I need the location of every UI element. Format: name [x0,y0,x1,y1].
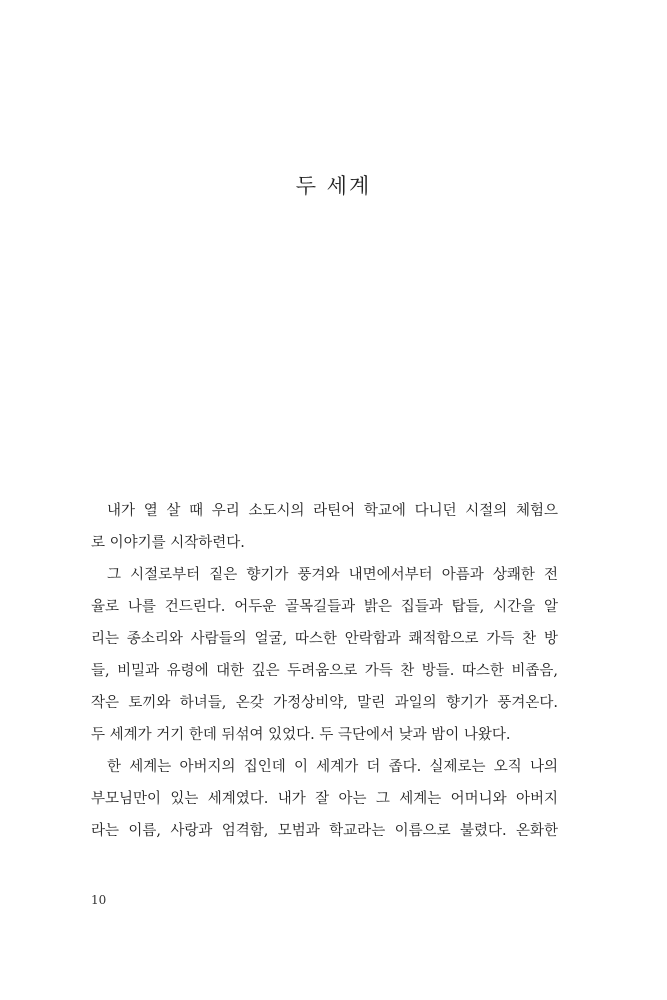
paragraph-2-line-3: 리는 종소리와 사람들의 얼굴, 따스한 안락함과 쾌적함으로 가득 찬 방 [91,631,558,647]
paragraph-2-line-6: 두 세계가 거기 한데 뒤섞여 있었다. 두 극단에서 낮과 밤이 나왔다. [91,727,511,743]
paragraph-1-line-2: 로 이야기를 시작하련다. [91,535,245,551]
body-text [91,495,558,847]
page-number: 10 [91,893,107,907]
paragraph-3-line-3: 라는 이름, 사랑과 엄격함, 모범과 학교라는 이름으로 불렸다. 온화한 [91,823,558,839]
chapter-title: 두 세계 [295,174,372,198]
paragraph-2-line-5: 작은 토끼와 하녀들, 온갖 가정상비약, 말린 과일의 향기가 풍겨온다. [91,695,558,711]
paragraph-1-line-1: 내가 열 살 때 우리 소도시의 라틴어 학교에 다니던 시절의 체험으 [107,503,558,519]
paragraph-3-line-2: 부모님만이 있는 세계였다. 내가 잘 아는 그 세계는 어머니와 아버지 [91,791,558,807]
paragraph-2-line-4: 들, 비밀과 유령에 대한 깊은 두려움으로 가득 찬 방들. 따스한 비좁음, [91,663,558,679]
paragraph-2-line-1: 그 시절로부터 짙은 향기가 풍겨와 내면에서부터 아픔과 상쾌한 전 [107,567,558,583]
paragraph-2-line-2: 율로 나를 건드린다. 어두운 골목길들과 밝은 집들과 탑들, 시간을 알 [91,599,558,615]
paragraph-3-line-1: 한 세계는 아버지의 집인데 이 세계가 더 좁다. 실제로는 오직 나의 [107,759,558,775]
